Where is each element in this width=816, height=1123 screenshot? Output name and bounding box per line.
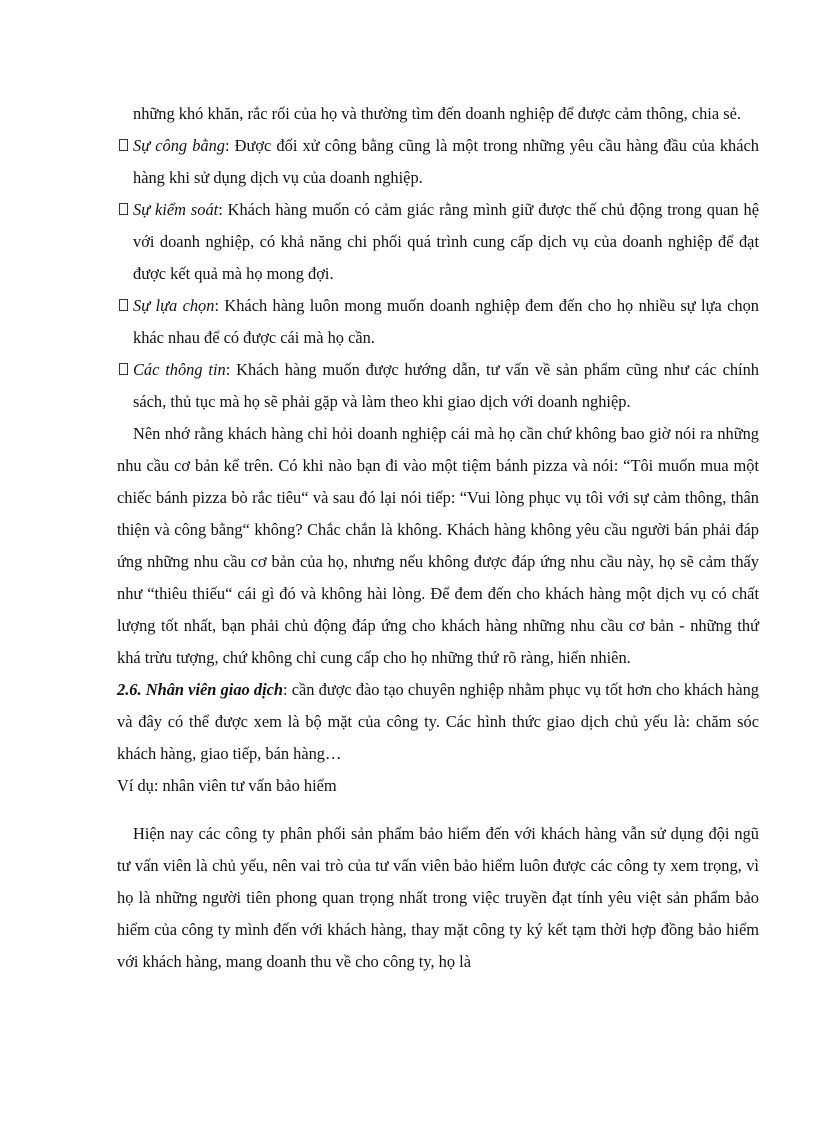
bullet-item-fairness <box>117 130 759 194</box>
reminder-paragraph: Nên nhớ rằng khách hàng chỉ hỏi doanh nghiệp cái mà họ cần chứ không bao giờ nói ra những nhu cầu cơ bản kể trên. Có khi nào bạn đi vào một tiệm bánh pizza và nói: “Tôi muốn mua một chiếc bánh pizza bò rắc tiêu“ và sau đó lại nói tiếp: “Vui lòng phục vụ tôi với sự cảm thông, thân thiện và công bằng“ không? Chắc chắn là không. Khách hàng không yêu cầu người bán phải đáp ứng những nhu cầu cơ bản của họ, nhưng nếu không được đáp ứng nhu cầu này, họ sẽ cảm thấy như “thiêu thiếu“ cái gì đó và không hài lòng. Để đem đến cho khách hàng một dịch vụ có chất lượng tốt nhất, bạn phải chủ động đáp ứng cho khách hàng những nhu cầu cơ bản - những thứ khá trừu tượng, chứ không chỉ cung cấp cho họ những thứ rõ ràng, hiển nhiên. <box>117 424 759 667</box>
bullet-item-control <box>117 194 759 290</box>
bullet-box-icon <box>119 203 128 215</box>
bullet-item-choice <box>117 290 759 354</box>
bullet-item-information <box>117 354 759 418</box>
continuation-paragraph: những khó khăn, rắc rối của họ và thường tìm đến doanh nghiệp để được cảm thông, chia sẻ. <box>133 104 741 123</box>
bullet-text: : Khách hàng muốn có cảm giác rằng mình giữ được thế chủ động trong quan hệ với doanh nghiệp, có khả năng chi phối quá trình cung cấp dịch vụ của doanh nghiệp để đạt được kết quả mà họ mong đợi. <box>133 200 759 283</box>
bullet-text: : Được đối xử công bằng cũng là một trong những yêu cầu hàng đầu của khách hàng khi sử dụng dịch vụ của doanh nghiệp. <box>133 136 759 187</box>
bullet-term: Sự kiểm soát <box>133 200 219 219</box>
bullet-box-icon <box>119 299 128 311</box>
insurance-paragraph: Hiện nay các công ty phân phối sản phẩm bảo hiểm đến với khách hàng vẫn sử dụng đội ngũ tư vấn viên là chủ yếu, nên vai trò của tư vấn viên bảo hiểm luôn được các công ty xem trọng, vì họ là những người tiên phong quan trọng nhất trong việc truyền đạt tính yêu việt sản phẩm bảo hiểm của công ty mình đến với khách hàng, thay mặt công ty ký kết tạm thời hợp đồng bảo hiểm với khách hàng, mang doanh thu về cho công ty, họ là <box>117 824 759 971</box>
paragraph-spacer <box>117 802 759 818</box>
section-paragraph <box>117 674 759 770</box>
bullet-text: : Khách hàng muốn được hướng dẫn, tư vấn về sản phẩm cũng như các chính sách, thủ tục mà họ sẽ phải gặp và làm theo khi giao dịch với doanh nghiệp. <box>133 360 759 411</box>
section-heading: 2.6. Nhân viên giao dịch <box>117 680 284 699</box>
bullet-term: Các thông tin <box>133 360 226 379</box>
section-text: : cần được đào tạo chuyên nghiệp nhằm phục vụ tốt hơn cho khách hàng và đây có thể được xem là bộ mặt của công ty. Các hình thức giao dịch chủ yếu là: chăm sóc khách hàng, giao tiếp, bán hàng… <box>117 680 759 763</box>
bullet-box-icon <box>119 363 128 375</box>
bullet-box-icon <box>119 139 128 151</box>
bullet-text: : Khách hàng luôn mong muốn doanh nghiệp đem đến cho họ nhiều sự lựa chọn khác nhau để có được cái mà họ cần. <box>133 296 759 347</box>
bullet-term: Sự lựa chọn <box>133 296 215 315</box>
bullet-term: Sự công bằng <box>133 136 225 155</box>
document-body <box>117 98 759 978</box>
example-line: Ví dụ: nhân viên tư vấn bảo hiểm <box>117 776 337 795</box>
